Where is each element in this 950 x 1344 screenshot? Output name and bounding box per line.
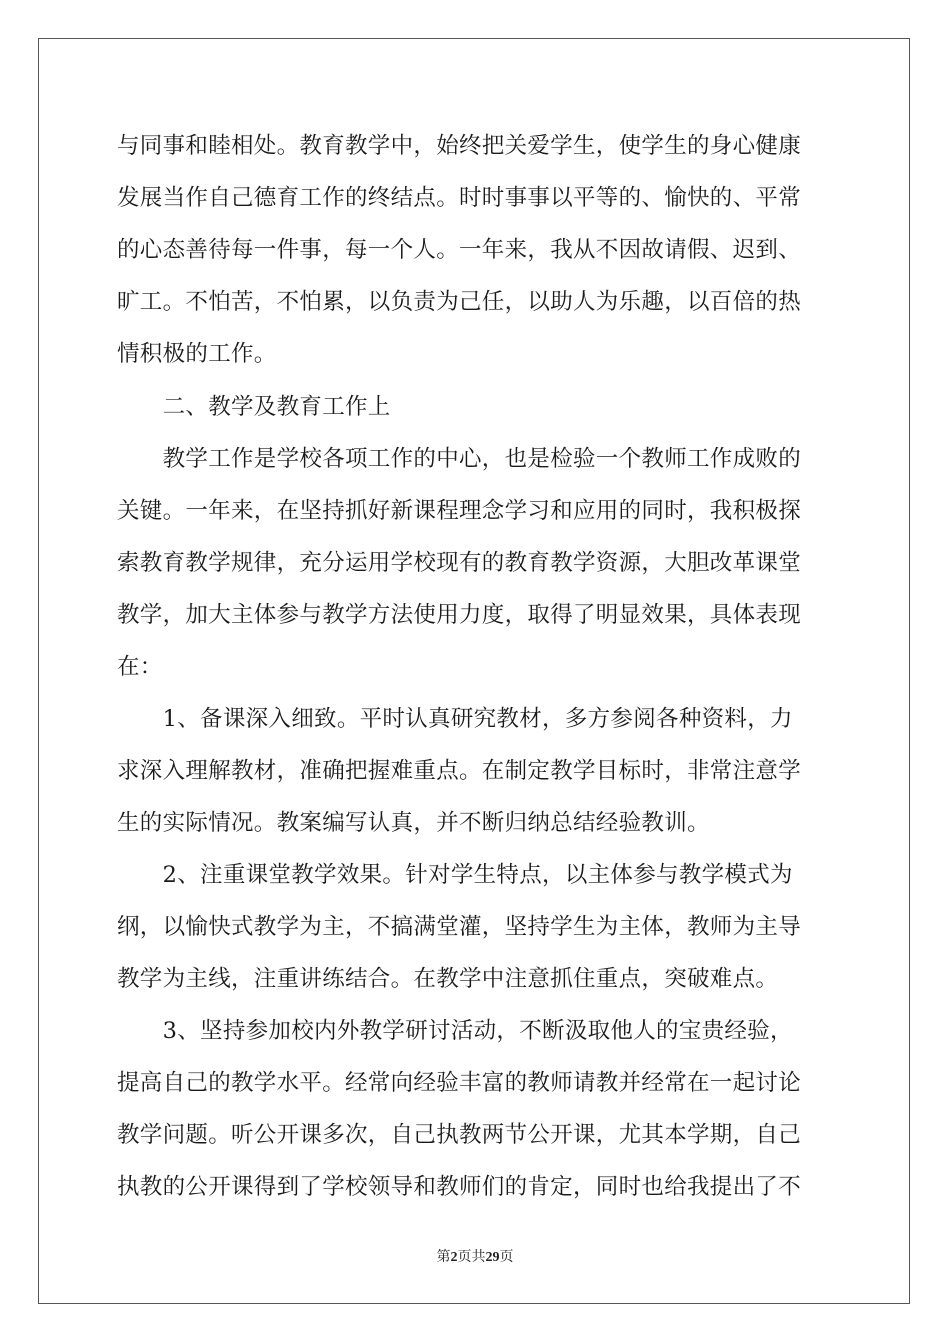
text-line: 关键。一年来，在坚持抓好新课程理念学习和应用的同时，我积极探 (117, 498, 802, 524)
page-suffix: 页 (457, 1250, 472, 1265)
section-heading: 二、教学及教育工作上 (117, 394, 391, 420)
text-line: 2、注重课堂教学效果。针对学生特点，以主体参与教学模式为 (117, 862, 793, 888)
page-total: 29 (485, 1250, 500, 1265)
text-line: 教学为主线，注重讲练结合。在教学中注意抓住重点，突破难点。 (117, 966, 779, 992)
text-line: 求深入理解教材，准确把握难重点。在制定教学目标时，非常注意学 (117, 758, 802, 784)
text-line: 1、备课深入细致。平时认真研究教材，多方参阅各种资料，力 (117, 706, 793, 732)
text-line: 发展当作自己德育工作的终结点。时时事事以平等的、愉快的、平常 (117, 185, 802, 211)
text-line: 纲，以愉快式教学为主，不搞满堂灌，坚持学生为主体，教师为主导 (117, 914, 802, 940)
total-suffix: 页 (499, 1250, 514, 1265)
page-footer (0, 1246, 950, 1266)
total-prefix: 共 (471, 1250, 486, 1265)
text-line: 教学，加大主体参与教学方法使用力度，取得了明显效果，具体表现 (117, 602, 802, 628)
text-line: 的心态善待每一件事，每一个人。一年来，我从不因故请假、迟到、 (117, 237, 802, 263)
text-line: 生的实际情况。教案编写认真，并不断归纳总结经验教训。 (117, 810, 710, 836)
text-line: 3、坚持参加校内外教学研讨活动，不断汲取他人的宝贵经验， (117, 1018, 793, 1044)
text-line: 教学工作是学校各项工作的中心，也是检验一个教师工作成败的 (117, 446, 802, 472)
text-line: 在： (117, 654, 163, 680)
text-line: 执教的公开课得到了学校领导和教师们的肯定，同时也给我提出了不 (117, 1174, 802, 1200)
text-line: 与同事和睦相处。教育教学中，始终把关爱学生，使学生的身心健康 (117, 133, 802, 159)
text-line: 情积极的工作。 (117, 341, 277, 367)
text-line: 旷工。不怕苦，不怕累，以负责为己任，以助人为乐趣，以百倍的热 (117, 289, 802, 315)
page-prefix: 第 (436, 1250, 451, 1265)
page-current: 2 (450, 1250, 458, 1265)
text-line: 教学问题。听公开课多次，自己执教两节公开课，尤其本学期，自己 (117, 1122, 802, 1148)
text-line: 提高自己的教学水平。经常向经验丰富的教师请教并经常在一起讨论 (117, 1070, 802, 1096)
text-line: 索教育教学规律，充分运用学校现有的教育教学资源，大胆改革课堂 (117, 550, 802, 576)
